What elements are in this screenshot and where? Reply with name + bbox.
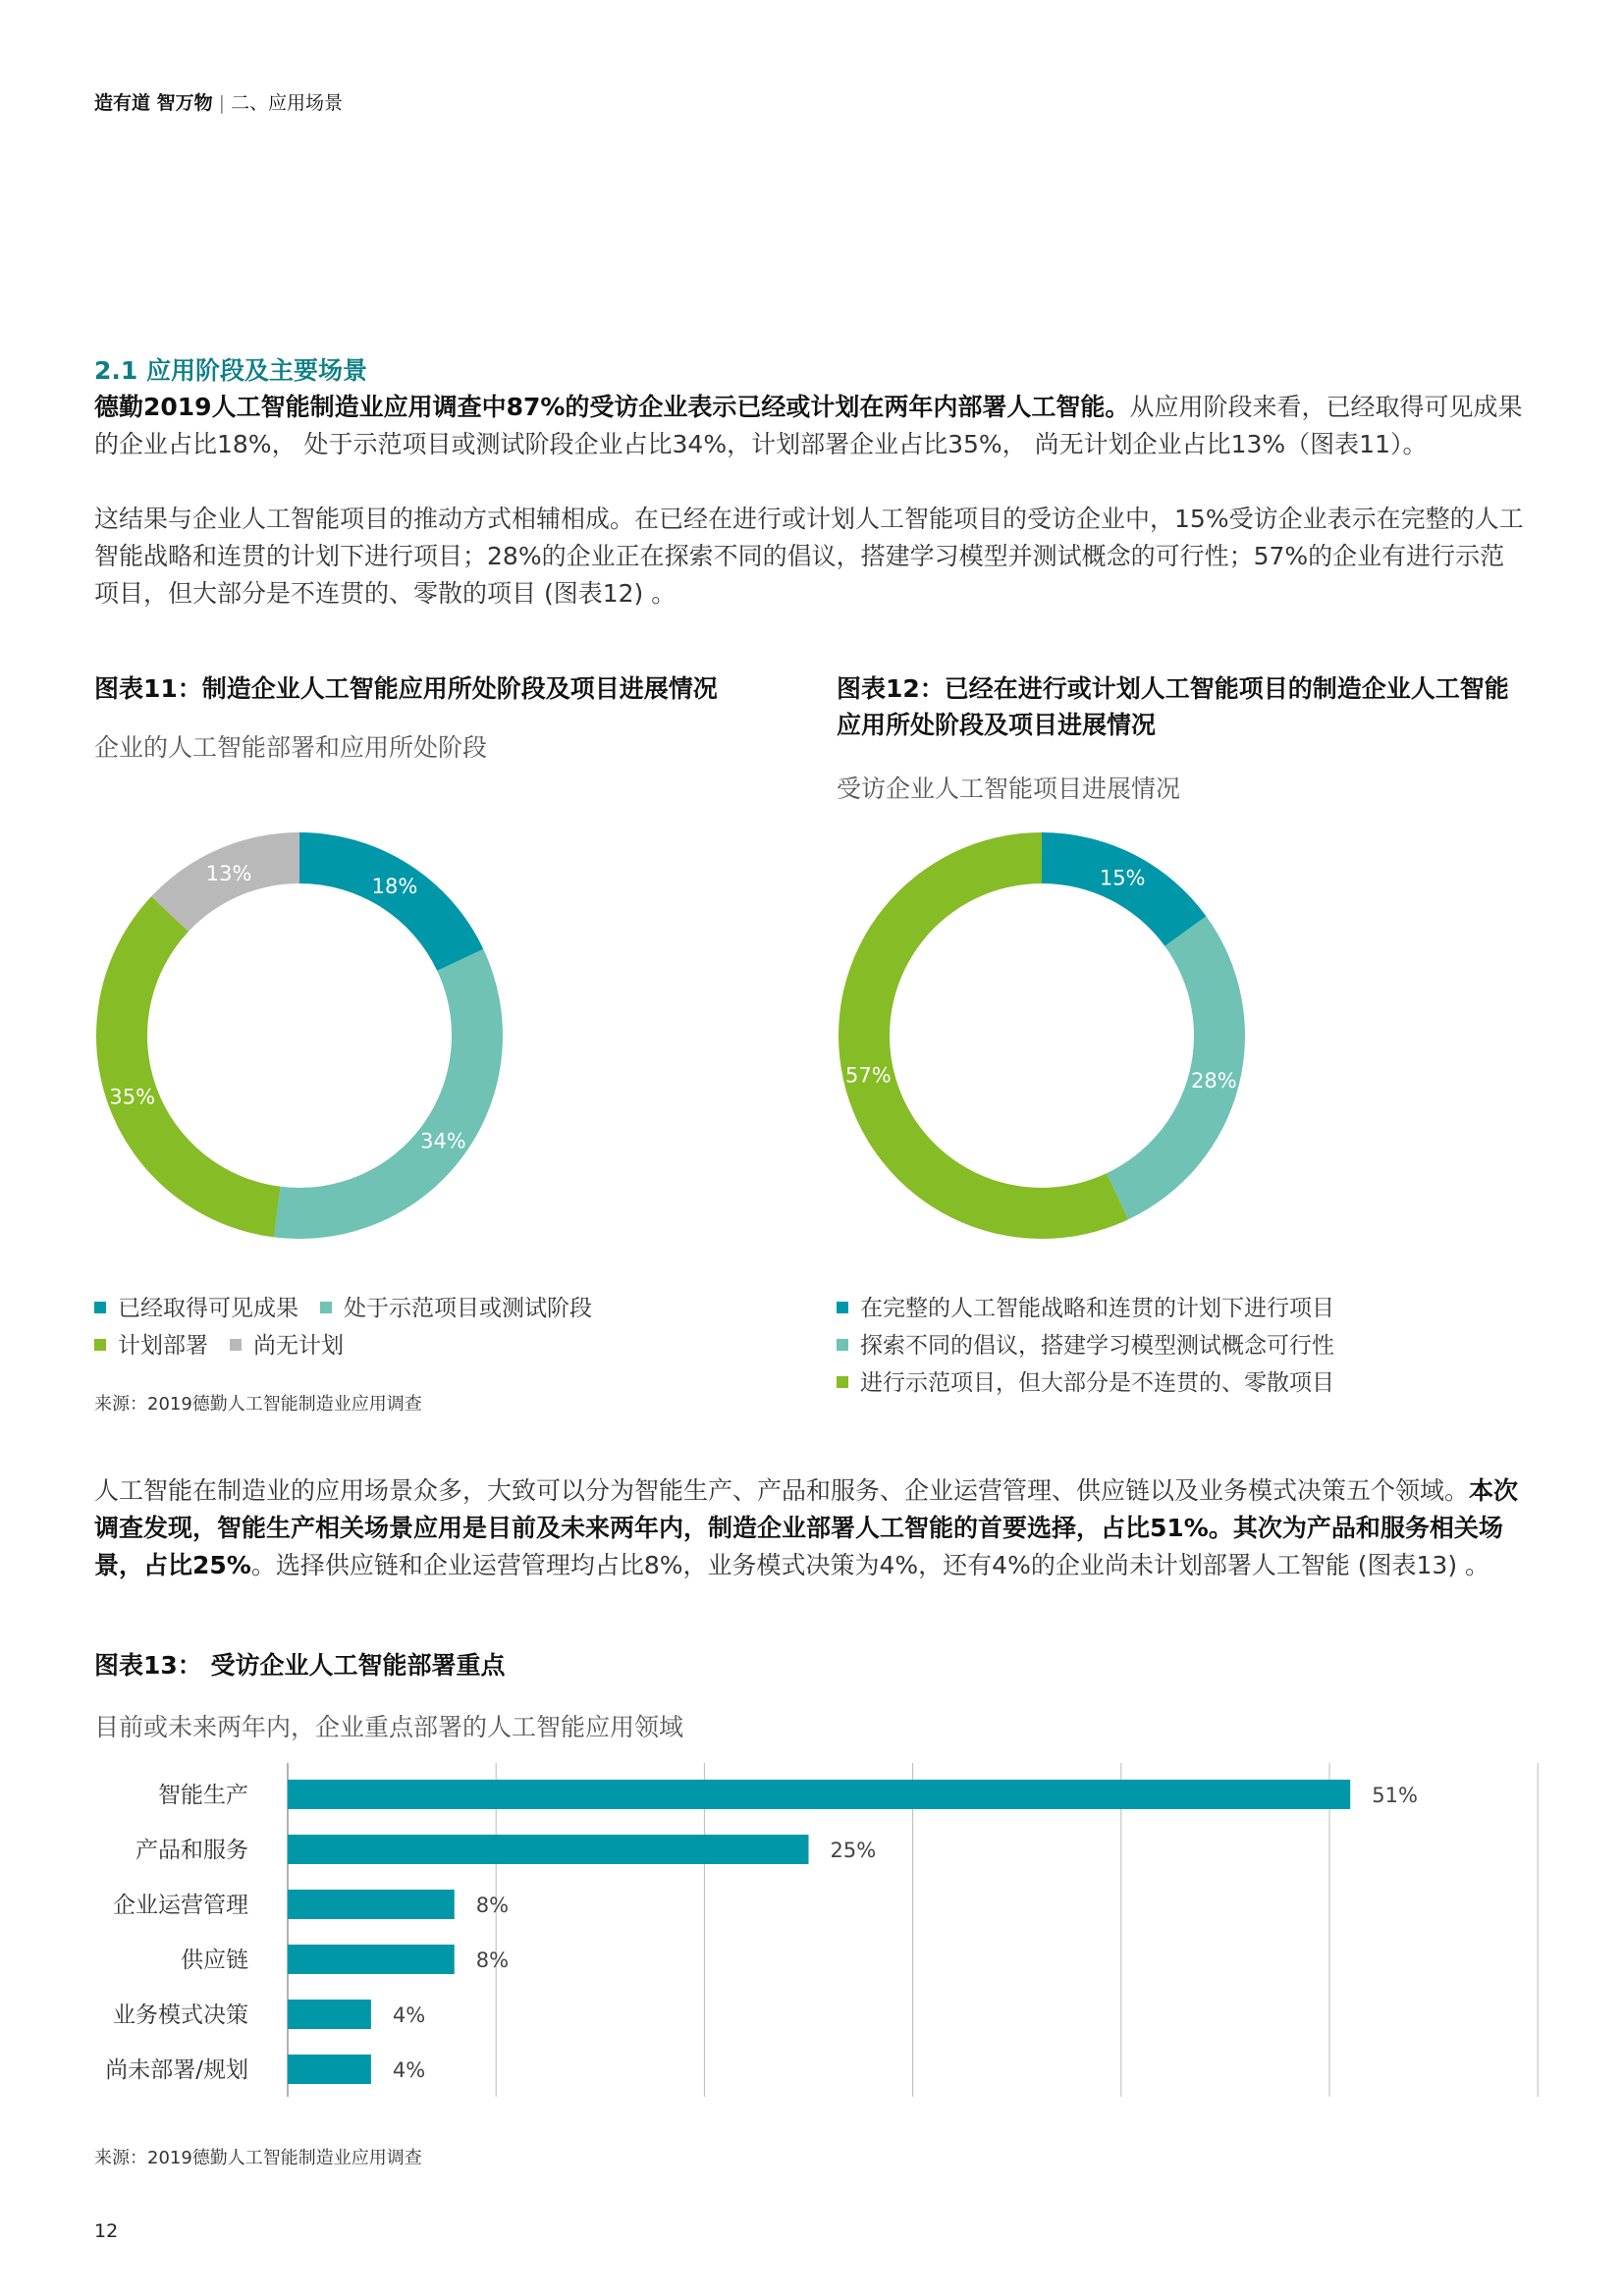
slice-label: 34% <box>420 1129 466 1153</box>
chart11-donut <box>88 825 511 1247</box>
chart11-legend-item <box>94 1290 298 1327</box>
chart11-source: 来源：2019德勤人工智能制造业应用调查 <box>94 1394 422 1415</box>
legend-swatch <box>837 1339 848 1351</box>
slice-label: 57% <box>845 1063 892 1088</box>
legend-swatch <box>230 1339 242 1351</box>
chart13-source: 来源：2019德勤人工智能制造业应用调查 <box>94 2148 422 2168</box>
intro-paragraph <box>94 389 1528 463</box>
donut-slice <box>96 896 281 1237</box>
bar <box>288 1890 455 1919</box>
chart12-legend-item <box>837 1290 1334 1327</box>
header-separator: | <box>218 92 226 114</box>
value-label: 4% <box>392 2003 426 2027</box>
chart11-legend-item <box>230 1327 344 1364</box>
legend-label: 尚无计划 <box>253 1333 344 1359</box>
category-label: 供应链 <box>181 1948 248 1973</box>
legend-swatch <box>94 1302 106 1313</box>
chart13-bar-chart <box>79 1763 1551 2116</box>
chart12-title: 图表12：已经在进行或计划人工智能项目的制造企业人工智能应用所处阶段及项目进展情况 <box>837 674 1509 739</box>
category-label: 企业运营管理 <box>113 1893 248 1918</box>
chart12-legend-item <box>837 1364 1334 1402</box>
bar <box>288 1945 455 1974</box>
chart12-legend-item <box>837 1327 1334 1364</box>
category-label: 智能生产 <box>158 1783 248 1808</box>
category-label: 产品和服务 <box>135 1838 248 1863</box>
category-label: 尚未部署/规划 <box>105 2057 248 2083</box>
result-paragraph: 这结果与企业人工智能项目的推动方式相辅相成。在已经在进行或计划人工智能项目的受访企业中，15%受访企业表示在完整的人工智能战略和连贯的计划下进行项目；28%的企业正在探索不同的倡议，搭建学习模型并测试概念的可行性；57%的企业有进行示范项目，但大部分是不连贯的、零散的项目 (图表12) 。 <box>94 505 1524 608</box>
value-label: 51% <box>1372 1784 1418 1807</box>
chart11-legend-item <box>320 1290 592 1327</box>
slice-label: 13% <box>205 861 252 885</box>
legend-swatch <box>320 1302 332 1313</box>
bar <box>288 2000 371 2029</box>
bar <box>288 2055 371 2084</box>
header-brand: 造有道 智万物 <box>94 92 213 114</box>
chart12-subtitle: 受访企业人工智能项目进展情况 <box>837 774 1181 803</box>
bar <box>288 1835 809 1864</box>
donut-slice <box>299 832 483 971</box>
scenario-text1: 人工智能在制造业的应用场景众多，大致可以分为智能生产、产品和服务、企业运营管理、供应链以及业务模式决策五个领域。 <box>94 1476 1470 1505</box>
chart13-subtitle: 目前或未来两年内，企业重点部署的人工智能应用领域 <box>94 1713 684 1741</box>
chart12-legend <box>837 1290 1334 1402</box>
section-heading: 2.1 应用阶段及主要场景 <box>94 356 367 385</box>
slice-label: 35% <box>109 1085 156 1109</box>
legend-swatch <box>94 1339 106 1351</box>
header-section: 二、应用场景 <box>231 92 344 114</box>
value-label: 8% <box>475 1949 510 1972</box>
legend-label: 已经取得可见成果 <box>118 1296 298 1321</box>
donut-slice <box>274 949 503 1239</box>
scenario-paragraph <box>94 1472 1528 1584</box>
donut-slice <box>1107 916 1245 1219</box>
category-label: 业务模式决策 <box>113 2002 248 2028</box>
chart11-legend <box>94 1290 614 1364</box>
slice-label: 15% <box>1099 866 1146 890</box>
legend-swatch <box>837 1302 848 1313</box>
value-label: 8% <box>475 1894 510 1917</box>
bar <box>288 1780 1350 1809</box>
chart11-legend-item <box>94 1327 208 1364</box>
legend-label: 处于示范项目或测试阶段 <box>344 1296 592 1321</box>
legend-swatch <box>837 1376 848 1388</box>
donut-slice <box>839 832 1128 1239</box>
chart13-title: 图表13： 受访企业人工智能部署重点 <box>94 1651 506 1680</box>
legend-label: 探索不同的倡议，搭建学习模型测试概念可行性 <box>860 1333 1334 1359</box>
value-label: 4% <box>392 2058 426 2082</box>
legend-label: 计划部署 <box>118 1333 208 1359</box>
intro-bold: 德勤2019人工智能制造业应用调查中87%的受访企业表示已经或计划在两年内部署人工智能。 <box>94 393 1130 421</box>
value-label: 25% <box>830 1839 877 1862</box>
legend-label: 进行示范项目，但大部分是不连贯的、零散项目 <box>860 1370 1334 1396</box>
scenario-bold: 本次调查发现，智能生产相关场景应用是目前及未来两年内，制造企业部署人工智能的首要选择，占比51%。其次为产品和服务相关场景，占比25% <box>94 1476 1519 1579</box>
page-number: 12 <box>94 2220 119 2242</box>
chart11-title: 图表11：制造企业人工智能应用所处阶段及项目进展情况 <box>94 674 718 703</box>
scenario-text2: 。选择供应链和企业运营管理均占比8%，业务模式决策为4%，还有4%的企业尚未计划部署人工智能 (图表13) 。 <box>250 1551 1490 1579</box>
slice-label: 28% <box>1190 1069 1237 1094</box>
page-header <box>94 88 343 115</box>
legend-label: 在完整的人工智能战略和连贯的计划下进行项目 <box>860 1296 1334 1321</box>
intro-text: 从应用阶段来看，已经取得可见成果的企业占比18%， 处于示范项目或测试阶段企业占比34%，计划部署企业占比35%， 尚无计划企业占比13%（图表11）。 <box>94 393 1523 458</box>
chart12-donut <box>831 825 1253 1247</box>
chart11-subtitle: 企业的人工智能部署和应用所处阶段 <box>94 733 488 762</box>
slice-label: 18% <box>371 875 418 899</box>
